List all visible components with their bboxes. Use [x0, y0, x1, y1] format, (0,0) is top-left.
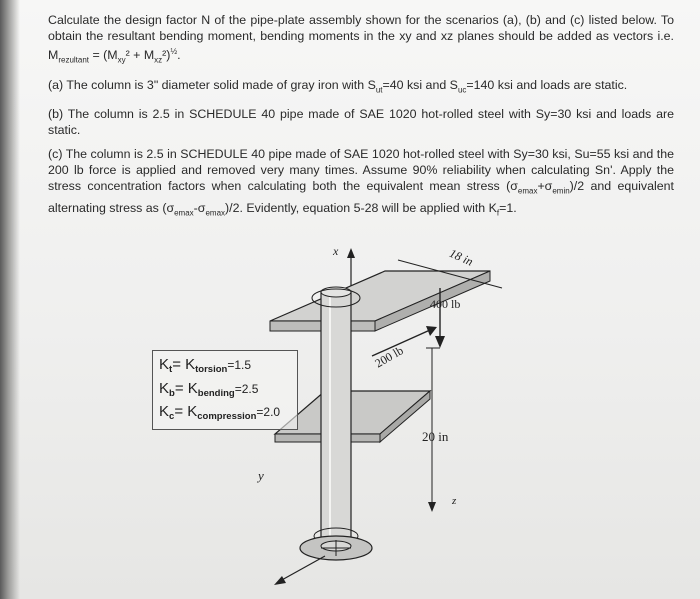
- load-400-label: 400 lb: [430, 297, 461, 311]
- z-axis-arrow: [428, 502, 436, 512]
- y-axis-line: [280, 556, 325, 581]
- y-axis-label: y: [258, 468, 264, 483]
- intro-paragraph: [48, 12, 674, 69]
- page-edge-shadow: [0, 0, 20, 599]
- intro-line-1: Calculate the design factor N of the pipe-plate assembly shown for the scenarios (a), (b) and (c) listed: [48, 13, 618, 27]
- intro-line-3: added as vectors i.e. $M_{rezultant} = (M_{xy}^2 + M_{xz}^2)^{\frac{1}{2}}$.: [48, 29, 674, 65]
- factor-compression: $K_c= K_{compression}=2.0$: [159, 403, 281, 422]
- problem-text: [48, 12, 674, 229]
- scenario-b: (b) The column is 2.5 in SCHEDULE 40 pipe made of SAE 1020 hot-rolled steel with Sy=30 ksi and loads are static.: [48, 107, 674, 138]
- plate-dimension-label: 18 in: [447, 245, 476, 269]
- x-axis-label: x: [333, 244, 339, 258]
- z-axis-label: z: [452, 495, 457, 507]
- scenario-a: (a) The column is 3" diameter solid made of gray iron with $S_{ut}=40$ ksi and $S_{uc}=140$ ksi and loads are static.: [48, 77, 628, 95]
- stress-concentration-factors-box: [152, 350, 298, 430]
- factor-bending: $K_b= K_{bending}=2.5$: [159, 380, 259, 399]
- x-axis-arrow: [347, 248, 355, 258]
- factor-torsion: $K_t= K_{torsion}=1.5$: [159, 356, 252, 375]
- y-axis-arrow: [274, 576, 286, 585]
- intro-line-2: below. To obtain the resultant bending moment, bending moments in the xy and xz planes should be: [48, 13, 674, 43]
- load-400-arrow: [435, 336, 445, 348]
- load-200-label: 200 lb: [372, 343, 406, 371]
- scenario-c: (c) The column is 2.5 in SCHEDULE 40 pipe made of SAE 1020 hot-rolled steel with Sy=30 ksi, Su=55 ksi and the 200 lb force is applied and removed very many times. Assume 90% reliability when calculating Sn'. Apply the stress concentration factors when calculating both the equivalent mean stress $(\sigma_{emax}+\sigma_{emin})/2$ and equivalent alternating stress as $(\sigma_{emax}-\sigma_{emax})/2$. Evidently, equation 5-28 will be applied with $K_f=1$.: [48, 147, 674, 217]
- column-dimension-label: 20 in: [422, 429, 449, 444]
- base-plate: [275, 391, 430, 442]
